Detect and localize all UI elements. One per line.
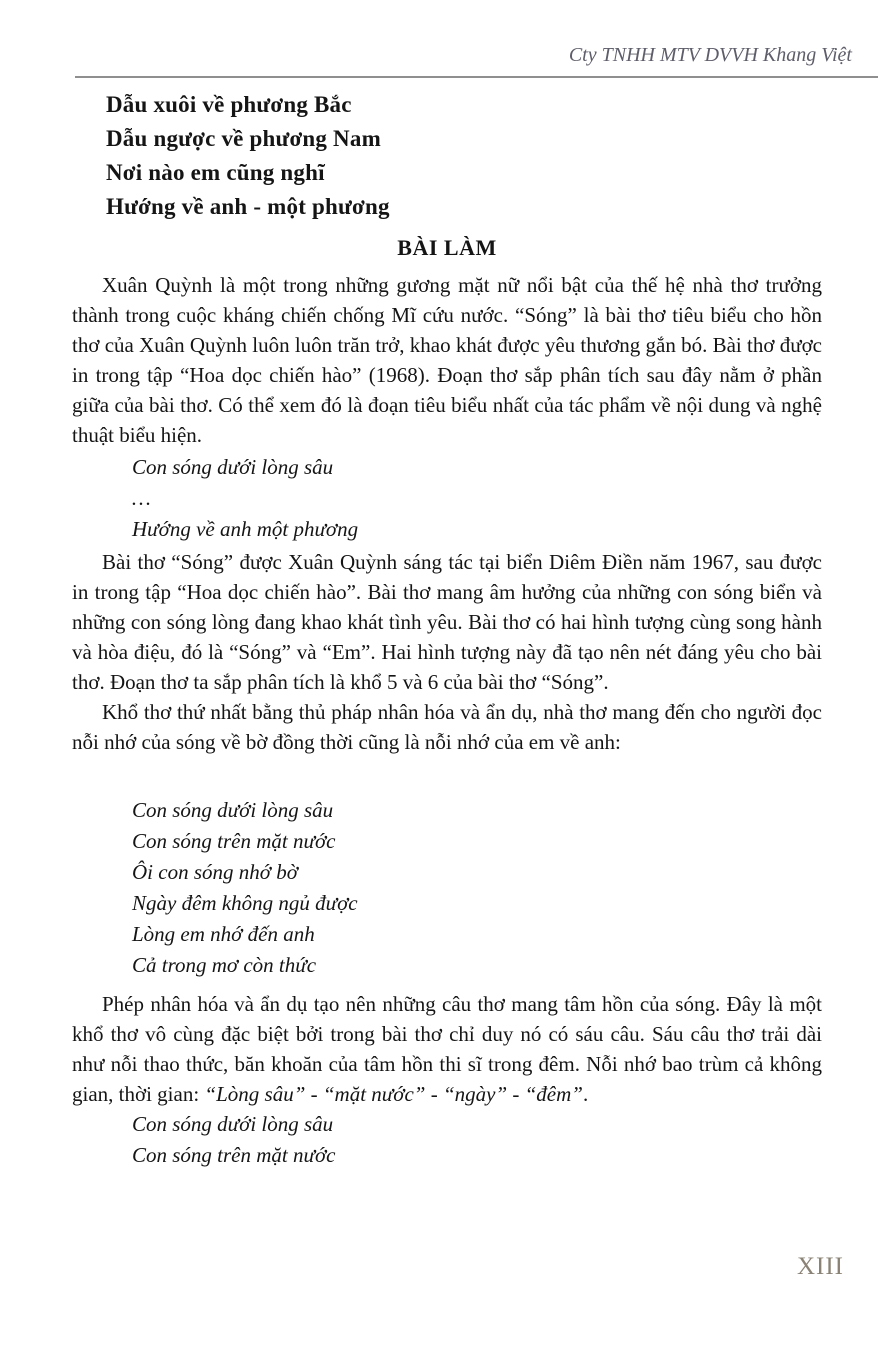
page-content (72, 88, 822, 1171)
quote-ellipsis: … (132, 486, 151, 510)
paragraph-4-quoted-words: “Lòng sâu” - “mặt nước” - “ngày” - “đêm” (204, 1082, 583, 1106)
opening-verse-line: Dẫu ngược về phương Nam (106, 126, 381, 151)
essay-paragraph-3: Khổ thơ thứ nhất bằng thủ pháp nhân hóa và ẩn dụ, nhà thơ mang đến cho người đọc nỗi nhớ của sóng về bờ đồng thời cũng là nỗi nhớ của em về anh: (72, 700, 822, 754)
page-number: XIII (796, 1253, 844, 1280)
poem-stanza (132, 795, 822, 981)
quote-line: Hướng về anh một phương (132, 517, 359, 541)
stanza-line: Ngày đêm không ngủ được (132, 891, 358, 915)
section-heading: BÀI LÀM (397, 235, 497, 260)
quote-excerpt (132, 452, 822, 545)
closing-quote (132, 1109, 822, 1171)
stanza-line: Lòng em nhớ đến anh (132, 922, 315, 946)
paragraph-4-text: Phép nhân hóa và ẩn dụ tạo nên những câu thơ mang tâm hồn của sóng. Đây là một khổ thơ vô cùng đặc biệt bởi trong bài thơ chỉ duy nó có sáu câu. Sáu câu thơ trải dài như nỗi thao thức, băn khoăn của tâm hồn thi sĩ trong đêm. Nỗi nhớ bao trùm cả không gian, thời gian: (72, 992, 822, 1106)
stanza-line: Con sóng trên mặt nước (132, 829, 336, 853)
quote-line: Con sóng dưới lòng sâu (132, 455, 334, 479)
essay-paragraph-1: Xuân Quỳnh là một trong những gương mặt nữ nổi bật của thế hệ nhà thơ trưởng thành trong cuộc kháng chiến chống Mĩ cứu nước. “Sóng” là bài thơ tiêu biểu cho hồn thơ của Xuân Quỳnh luôn luôn trăn trở, khao khát được yêu thương gắn bó. Bài thơ được in trong tập “Hoa dọc chiến hào” (1968). Đoạn thơ sắp phân tích sau đây nằm ở phần giữa của bài thơ. Có thể xem đó là đoạn tiêu biểu nhất của tác phẩm về nội dung và nghệ thuật biểu hiện. (72, 273, 822, 447)
publisher-name: Cty TNHH MTV DVVH Khang Việt (568, 44, 852, 66)
paragraph-4-period: . (582, 1082, 589, 1106)
stanza-line: Cả trong mơ còn thức (132, 953, 317, 977)
opening-verse-line: Nơi nào em cũng nghĩ (106, 160, 325, 185)
essay-paragraph-2: Bài thơ “Sóng” được Xuân Quỳnh sáng tác tại biển Diêm Điền năm 1967, sau được in trong tập “Hoa dọc chiến hào”. Bài thơ mang âm hưởng của những con sóng biển và những con sóng lòng đang khao khát tình yêu. Bài thơ có hai hình tượng cùng song hành và hòa điệu, đó là “Sóng” và “Em”. Hai hình tượng này đã tạo nên nét đáng yêu cho bài thơ. Đoạn thơ ta sắp phân tích là khổ 5 và 6 của bài thơ “Sóng”. (72, 550, 822, 694)
stanza-line: Ôi con sóng nhớ bờ (132, 860, 298, 884)
stanza-line: Con sóng dưới lòng sâu (132, 798, 334, 822)
opening-verse-line: Dẫu xuôi về phương Bắc (106, 92, 352, 117)
opening-verse (106, 88, 822, 224)
header-rule (75, 76, 878, 78)
opening-verse-line: Hướng về anh - một phương (106, 194, 390, 219)
page-header (75, 44, 878, 74)
closing-quote-line: Con sóng trên mặt nước (132, 1143, 336, 1167)
essay-paragraph-4 (72, 989, 822, 1109)
closing-quote-line: Con sóng dưới lòng sâu (132, 1112, 334, 1136)
